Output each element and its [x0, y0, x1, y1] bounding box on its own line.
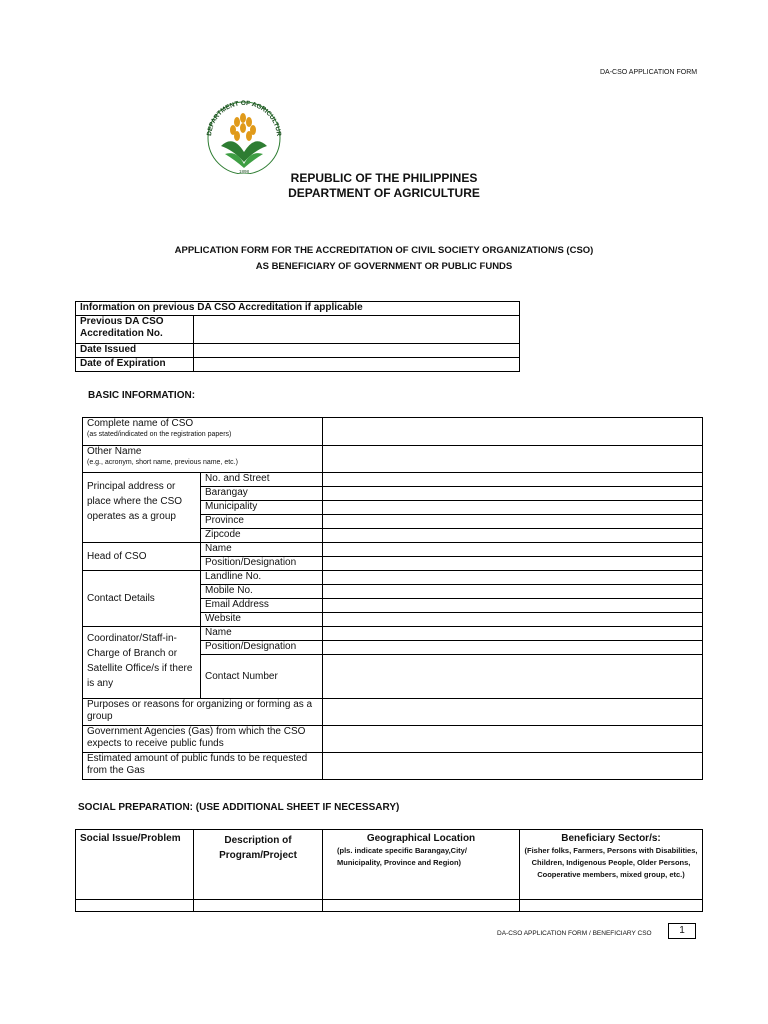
amount-label: Estimated amount of public funds to be requested from the Gas	[83, 753, 323, 780]
landline-field[interactable]	[323, 571, 703, 585]
complete-name-text: Complete name of CSO	[87, 418, 194, 429]
col-social-issue: Social Issue/Problem	[76, 830, 194, 900]
address-street-field[interactable]	[323, 473, 703, 487]
form-title-line2: AS BENEFICIARY OF GOVERNMENT OR PUBLIC FUNDS	[255, 261, 513, 272]
website-field[interactable]	[323, 613, 703, 627]
col-geo-location	[323, 830, 520, 900]
prev-accreditation-heading: Information on previous DA CSO Accreditation if applicable	[76, 302, 520, 316]
contact-label: Contact Details	[83, 571, 201, 627]
amount-field[interactable]	[323, 753, 703, 780]
other-name-text: Other Name	[87, 446, 142, 457]
landline-label: Landline No.	[201, 571, 323, 585]
department-title: DEPARTMENT OF AGRICULTURE	[288, 186, 480, 200]
address-label: Principal address or place where the CSO operates as a group	[83, 473, 201, 543]
address-street-label: No. and Street	[201, 473, 323, 487]
complete-name-label	[83, 418, 323, 446]
purposes-field[interactable]	[323, 699, 703, 726]
basic-info-table	[82, 417, 703, 780]
beneficiary-field[interactable]	[520, 900, 703, 912]
head-position-field[interactable]	[323, 557, 703, 571]
coordinator-label: Coordinator/Staff-in-Charge of Branch or Satellite Office/s if there is any	[83, 627, 201, 699]
address-barangay-field[interactable]	[323, 487, 703, 501]
other-name-note: (e.g., acronym, short name, previous name, etc.)	[87, 459, 238, 466]
coordinator-contact-field[interactable]	[323, 655, 703, 699]
mobile-label: Mobile No.	[201, 585, 323, 599]
address-zipcode-label: Zipcode	[201, 529, 323, 543]
department-seal-logo	[197, 94, 291, 174]
social-prep-heading: SOCIAL PREPARATION: (USE ADDITIONAL SHEET IF NECESSARY)	[78, 802, 400, 813]
description-field[interactable]	[194, 900, 323, 912]
date-issued-field[interactable]	[194, 344, 520, 358]
col-geo-location-title: Geographical Location	[366, 833, 476, 844]
address-municipality-field[interactable]	[323, 501, 703, 515]
page-number: 1	[668, 923, 696, 939]
email-field[interactable]	[323, 599, 703, 613]
footer-text: DA-CSO APPLICATION FORM / BENEFICIARY CSO	[497, 930, 652, 937]
complete-name-field[interactable]	[323, 418, 703, 446]
date-issued-label: Date Issued	[76, 344, 194, 358]
prev-accreditation-no-field[interactable]	[194, 316, 520, 344]
col-description: Description of Program/Project	[194, 830, 323, 900]
head-name-field[interactable]	[323, 543, 703, 557]
date-expiration-label: Date of Expiration	[76, 358, 194, 372]
address-municipality-label: Municipality	[201, 501, 323, 515]
head-label: Head of CSO	[83, 543, 201, 571]
form-tag: DA-CSO APPLICATION FORM	[600, 69, 698, 76]
svg-text:1898: 1898	[238, 169, 250, 174]
address-province-field[interactable]	[323, 515, 703, 529]
prev-accreditation-no-label: Previous DA CSO Accreditation No.	[76, 316, 194, 344]
col-beneficiary-title: Beneficiary Sector/s:	[561, 833, 661, 844]
social-issue-field[interactable]	[76, 900, 194, 912]
col-geo-location-note: (pls. indicate specific Barangay,City/ Municipality, Province and Region)	[337, 846, 467, 867]
head-name-label: Name	[201, 543, 323, 557]
coordinator-name-field[interactable]	[323, 627, 703, 641]
other-name-label	[83, 446, 323, 473]
purposes-label: Purposes or reasons for organizing or forming as a group	[83, 699, 323, 726]
other-name-field[interactable]	[323, 446, 703, 473]
agencies-label: Government Agencies (Gas) from which the CSO expects to receive public funds	[83, 726, 323, 753]
head-position-label: Position/Designation	[201, 557, 323, 571]
address-province-label: Province	[201, 515, 323, 529]
complete-name-note: (as stated/indicated on the registration papers)	[87, 431, 232, 438]
website-label: Website	[201, 613, 323, 627]
coordinator-position-label: Position/Designation	[201, 641, 323, 655]
col-beneficiary	[520, 830, 703, 900]
previous-accreditation-table	[75, 301, 520, 372]
col-beneficiary-note: (Fisher folks, Farmers, Persons with Disabilities, Children, Indigenous People, Older Persons, Cooperative members, mixed group, etc.)	[524, 846, 698, 879]
address-zipcode-field[interactable]	[323, 529, 703, 543]
coordinator-contact-label: Contact Number	[201, 655, 323, 699]
address-barangay-label: Barangay	[201, 487, 323, 501]
email-label: Email Address	[201, 599, 323, 613]
svg-text:DEPARTMENT OF AGRICULTURE: DEPARTMENT OF AGRICULTUR	[206, 99, 283, 137]
republic-title: REPUBLIC OF THE PHILIPPINES	[290, 171, 478, 185]
date-expiration-field[interactable]	[194, 358, 520, 372]
coordinator-position-field[interactable]	[323, 641, 703, 655]
basic-info-heading: BASIC INFORMATION:	[88, 390, 196, 401]
social-prep-table	[75, 829, 703, 912]
agencies-field[interactable]	[323, 726, 703, 753]
form-title-line1: APPLICATION FORM FOR THE ACCREDITATION OF CIVIL SOCIETY ORGANIZATION/S (CSO)	[174, 245, 594, 256]
geo-location-field[interactable]	[323, 900, 520, 912]
coordinator-name-label: Name	[201, 627, 323, 641]
mobile-field[interactable]	[323, 585, 703, 599]
